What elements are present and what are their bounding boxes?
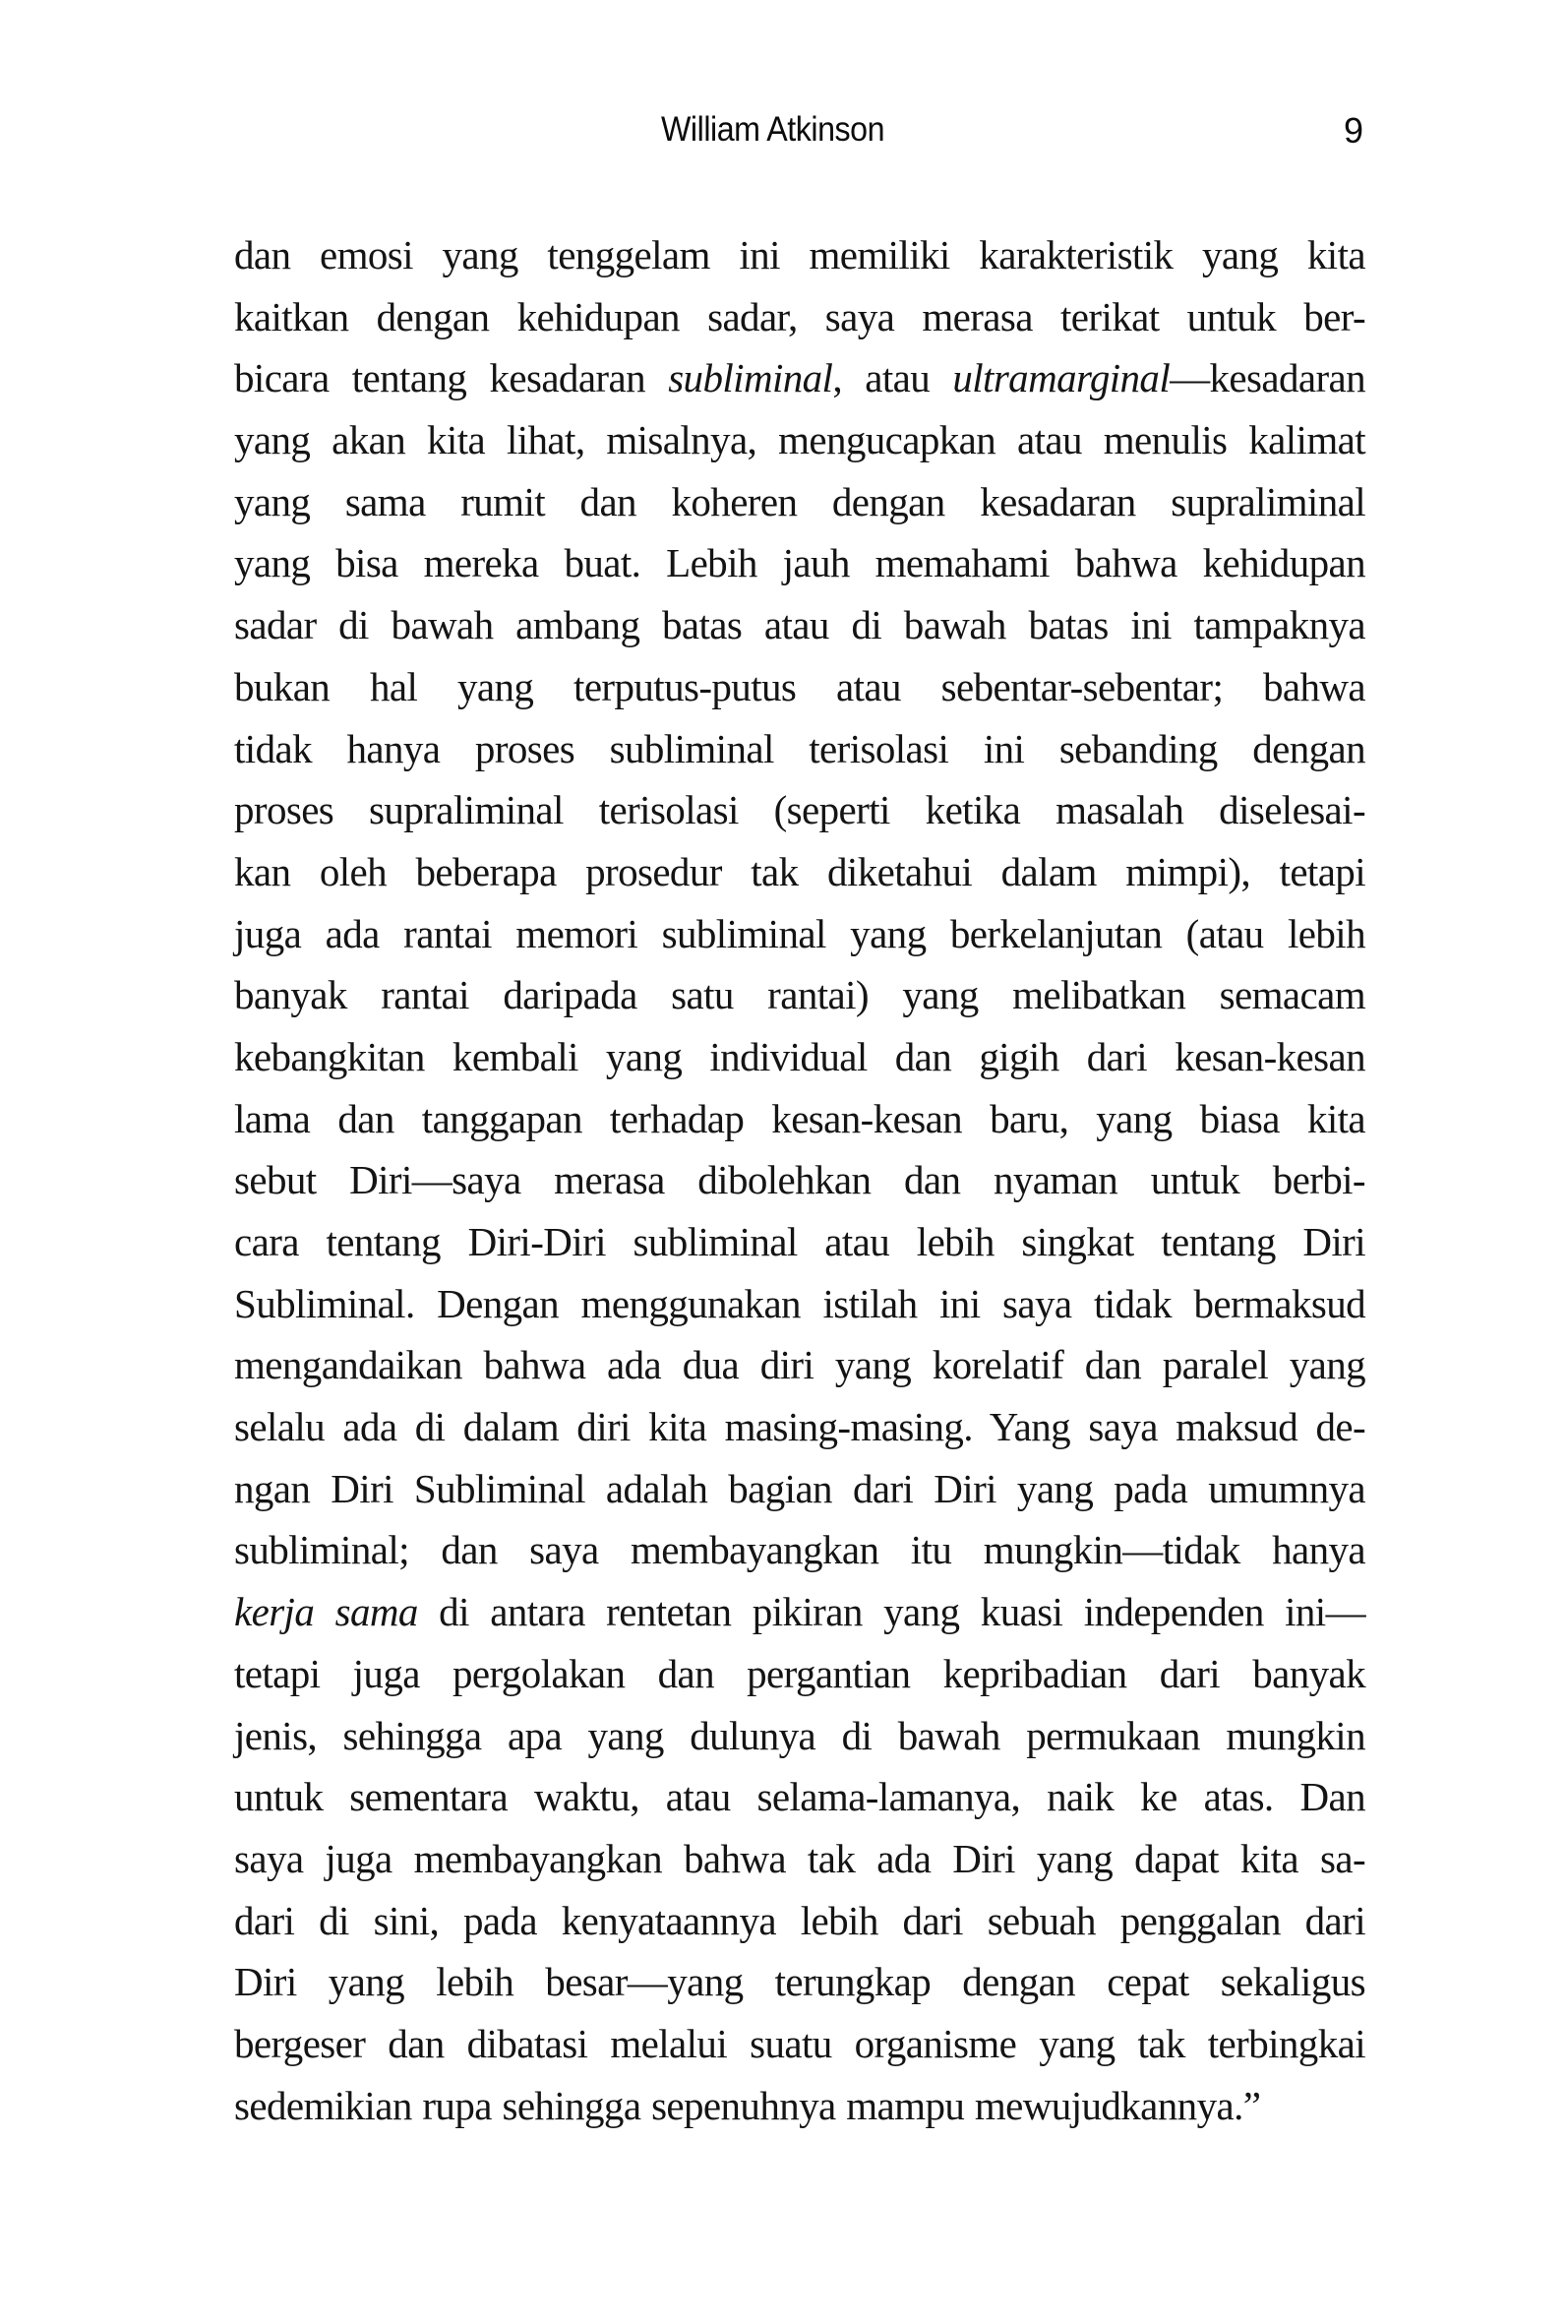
text-line (234, 2075, 1365, 2137)
running-head (234, 110, 1363, 159)
text-run: kan oleh beberapa prosedur tak diketahui dalam mimpi), tetapi (234, 848, 1365, 894)
text-run: kebangkitan kembali yang individual dan gigih dari kesan-kesan (234, 1033, 1365, 1079)
text-line (234, 1581, 1365, 1643)
text-line (234, 1766, 1365, 1828)
text-run: untuk sementara waktu, atau selama-lamanya, naik ke atas. Dan (234, 1774, 1365, 1820)
text-run: Diri yang lebih besar—yang terungkap dengan cepat sekaligus (234, 1959, 1365, 2005)
text-line (234, 1890, 1365, 1952)
text-run: saya juga membayangkan bahwa tak ada Diri yang dapat kita sa- (234, 1835, 1365, 1881)
text-line (234, 532, 1365, 594)
text-run: sebut Diri—saya merasa dibolehkan dan nyaman untuk berbi- (234, 1157, 1365, 1203)
text-line (234, 471, 1365, 533)
italic-term: subliminal (668, 355, 833, 401)
text-run: dan emosi yang tenggelam ini memiliki karakteristik yang kita (234, 232, 1365, 277)
running-head-author: William Atkinson (661, 110, 885, 149)
text-run: proses supraliminal terisolasi (seperti ketika masalah diselesai- (234, 787, 1365, 833)
text-run: sadar di bawah ambang batas atau di bawah batas ini tampaknya (234, 602, 1365, 648)
italic-term: kerja sama (234, 1589, 418, 1635)
text-line (234, 286, 1365, 348)
text-run: tetapi juga pergolakan dan pergantian kepribadian dari banyak (234, 1650, 1365, 1696)
text-line (234, 1705, 1365, 1767)
text-run: yang akan kita lihat, misalnya, mengucapkan atau menulis kalimat (234, 417, 1365, 463)
text-run: jenis, sehingga apa yang dulunya di bawah permukaan mungkin (234, 1712, 1365, 1758)
text-run: cara tentang Diri-Diri subliminal atau lebih singkat tentang Diri (234, 1219, 1365, 1264)
text-line (234, 594, 1365, 656)
text-line (234, 1088, 1365, 1150)
text-line (234, 1951, 1365, 2013)
text-line (234, 409, 1365, 471)
italic-term: ultramarginal (952, 355, 1171, 401)
text-line (234, 1643, 1365, 1705)
text-run: mengandaikan bahwa ada dua diri yang korelatif dan paralel yang (234, 1342, 1365, 1388)
text-run: sedemikian rupa sehingga sepenuhnya mampu mewujudkannya.” (234, 2082, 1261, 2128)
text-line (234, 347, 1365, 409)
text-run: subliminal; dan saya membayangkan itu mungkin—tidak hanya (234, 1527, 1365, 1573)
text-line (234, 1396, 1365, 1458)
text-run: yang bisa mereka buat. Lebih jauh memahami bahwa kehidupan (234, 540, 1365, 586)
text-line (234, 718, 1365, 780)
text-run: Subliminal. Dengan menggunakan istilah ini saya tidak bermaksud (234, 1280, 1365, 1326)
text-run: kaitkan dengan kehidupan sadar, saya merasa terikat untuk ber- (234, 293, 1365, 339)
text-line (234, 224, 1365, 286)
text-run: ngan Diri Subliminal adalah bagian dari Diri yang pada umumnya (234, 1465, 1365, 1511)
text-line (234, 656, 1365, 718)
text-line (234, 779, 1365, 841)
text-run: lama dan tanggapan terhadap kesan-kesan baru, yang biasa kita (234, 1095, 1365, 1141)
text-run: banyak rantai daripada satu rantai) yang melibatkan semacam (234, 972, 1365, 1018)
text-run: yang sama rumit dan koheren dengan kesadaran supraliminal (234, 478, 1365, 524)
text-run: bicara tentang kesadaran (234, 355, 669, 401)
text-line (234, 2013, 1365, 2075)
text-line (234, 1149, 1365, 1211)
text-line (234, 964, 1365, 1026)
text-line (234, 841, 1365, 903)
text-run: selalu ada di dalam diri kita masing-masing. Yang saya maksud de- (234, 1404, 1365, 1450)
text-run: dari di sini, pada kenyataannya lebih dari sebuah penggalan dari (234, 1897, 1365, 1943)
body-paragraph (234, 224, 1365, 2136)
text-run: tidak hanya proses subliminal terisolasi ini sebanding dengan (234, 725, 1365, 771)
page-number: 9 (1343, 110, 1363, 151)
text-run: di antara rentetan pikiran yang kuasi independen ini— (417, 1589, 1365, 1635)
text-line (234, 1458, 1365, 1520)
text-line (234, 1519, 1365, 1581)
text-run: bukan hal yang terputus-putus atau sebentar-sebentar; bahwa (234, 663, 1365, 709)
text-line (234, 1828, 1365, 1890)
text-run: , atau (832, 355, 953, 401)
text-run: bergeser dan dibatasi melalui suatu organisme yang tak terbingkai (234, 2020, 1365, 2066)
text-line (234, 903, 1365, 965)
text-run: —kesadaran (1170, 355, 1366, 401)
text-line (234, 1211, 1365, 1273)
text-line (234, 1026, 1365, 1088)
text-line (234, 1334, 1365, 1396)
text-line (234, 1273, 1365, 1335)
text-run: juga ada rantai memori subliminal yang berkelanjutan (atau lebih (234, 910, 1365, 956)
